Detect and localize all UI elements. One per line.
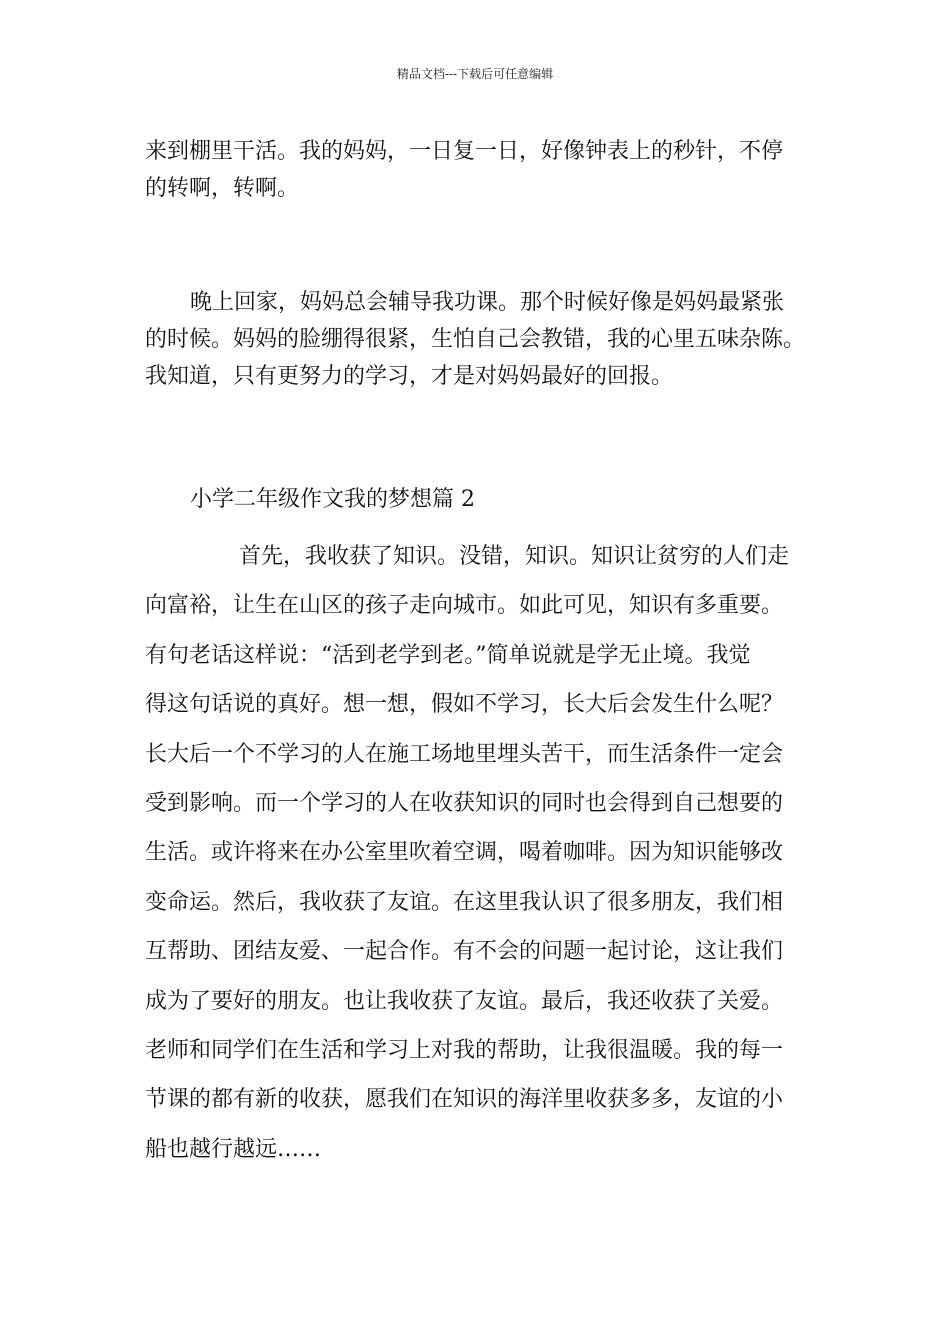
paragraph-line: 得这句话说的真好。想一想，假如不学习，长大后会发生什么呢？ xyxy=(145,692,784,718)
page-header: 精品文档---下载后可任意编辑 xyxy=(396,67,554,81)
paragraph-line: 的时候。妈妈的脸绷得很紧，生怕自己会教错，我的心里五味杂陈。 xyxy=(145,327,806,352)
paragraph-line: 长大后一个不学习的人在施工场地里埋头苦干，而生活条件一定会 xyxy=(145,741,784,767)
paragraph-line: 船也越行越远…… xyxy=(145,1136,322,1162)
paragraph-line: 向富裕，让生在山区的孩子走向城市。如此可见，知识有多重要。 xyxy=(145,593,784,619)
paragraph-2 xyxy=(145,284,820,395)
heading-text: 小学二年级作文我的梦想篇 2 xyxy=(190,487,475,512)
paragraph-line: 的转啊，转啊。 xyxy=(145,176,300,201)
paragraph-line: 晚上回家，妈妈总会辅导我功课。那个时候好像是妈妈最紧张 xyxy=(190,290,785,315)
paragraph-line: 老师和同学们在生活和学习上对我的帮助，让我很温暖。我的每一 xyxy=(145,1037,784,1063)
section-heading xyxy=(145,481,820,518)
paragraph-line: 变命运。然后，我收获了友谊。在这里我认识了很多朋友，我们相 xyxy=(145,889,784,915)
paragraph-3 xyxy=(145,532,820,1174)
paragraph-line: 互帮助、团结友爱、一起合作。有不会的问题一起讨论，这让我们 xyxy=(145,939,784,965)
paragraph-line: 首先，我收获了知识。没错，知识。知识让贫穷的人们走 xyxy=(239,544,790,569)
paragraph-1 xyxy=(145,133,820,207)
paragraph-line: 节课的都有新的收获，愿我们在知识的海洋里收获多多，友谊的小 xyxy=(145,1087,784,1113)
paragraph-line: 生活。或许将来在办公室里吹着空调，喝着咖啡。因为知识能够改 xyxy=(145,840,784,866)
paragraph-line: 来到棚里干活。我的妈妈，一日复一日，好像钟表上的秒针，不停 xyxy=(145,139,784,164)
paragraph-line: 有句老话这样说：“活到老学到老。”简单说就是学无止境。我觉 xyxy=(145,642,751,668)
paragraph-line: 我知道，只有更努力的学习，才是对妈妈最好的回报。 xyxy=(145,364,674,389)
paragraph-line: 受到影响。而一个学习的人在收获知识的同时也会得到自己想要的 xyxy=(145,790,784,816)
paragraph-line: 成为了要好的朋友。也让我收获了友谊。最后，我还收获了关爱。 xyxy=(145,988,784,1014)
